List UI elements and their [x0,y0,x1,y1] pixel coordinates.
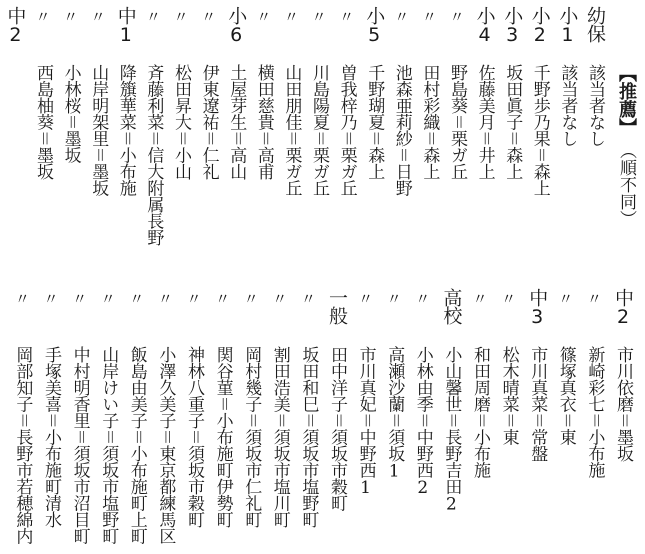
entry-column [11,288,33,544]
name-school-entry: 市川真菜＝常盤 [527,346,548,462]
entry-column [40,288,62,528]
entry-column [280,6,302,196]
grade-label: 中1 [114,6,137,45]
entry-column [183,288,205,528]
entry-column [126,288,148,544]
entry-column [555,288,577,445]
entry-column [501,6,523,180]
name-school-entry: 小山馨世＝長野吉田2 [441,346,462,514]
entry-column [4,6,26,64]
entry-column [198,6,220,180]
grade-label: 小4 [473,6,496,45]
name-school-entry: 新崎彩七＝小布施 [584,346,605,478]
entry-column [583,288,605,478]
ditto-mark: 〃 [201,8,217,26]
name-school-entry: 曽我梓乃＝栗ガ丘 [336,64,357,196]
bottom-section [0,288,645,550]
entry-column [556,6,578,147]
grade-label: 幼保 [584,6,606,42]
entry-column [142,6,164,246]
entry-column [308,6,330,196]
entry-column [297,288,319,528]
name-school-entry: 伊東遼祐＝仁礼 [198,64,219,180]
entry-column [240,288,262,528]
name-school-entry: 該当者なし [585,64,605,147]
name-school-entry: 中村明香里＝須坂市沼目町 [69,346,90,544]
entry-column [391,6,413,196]
entry-column [225,6,247,180]
grade-label: 一般 [326,288,348,324]
entry-column [498,288,520,445]
grade-label: 小2 [528,6,551,45]
entry-column [69,288,91,544]
entry-column [326,288,348,511]
entry-column [32,6,54,180]
grade-label: 小3 [501,6,524,45]
name-school-entry: 土屋芽生＝高山 [226,64,247,180]
entry-column [383,288,405,481]
name-school-entry: 高瀬沙蘭＝須坂1 [384,346,405,481]
grade-label: 高校 [440,288,463,324]
grade-label: 中2 [4,6,27,45]
ditto-mark: 〃 [501,290,517,308]
entry-column [336,6,358,196]
ditto-mark: 〃 [157,290,173,308]
ditto-mark: 〃 [186,290,202,308]
ditto-mark: 〃 [63,8,79,26]
entry-column [529,6,551,196]
ditto-mark: 〃 [129,290,145,308]
ditto-mark: 〃 [339,8,355,26]
grade-label: 中3 [526,288,549,327]
ditto-mark: 〃 [145,8,161,26]
name-school-entry: 関谷菫＝小布施町伊勢町 [212,346,233,528]
ditto-mark: 〃 [100,290,116,308]
name-school-entry: 田中洋子＝須坂市穀町 [327,346,347,511]
ditto-mark: 〃 [43,290,59,308]
top-section [0,6,645,274]
entry-column [412,288,434,498]
grade-label: 小6 [225,6,248,45]
ditto-mark: 〃 [586,290,602,308]
ditto-mark: 〃 [283,8,299,26]
name-school-entry: 池森亜莉紗＝日野 [391,64,412,196]
name-school-entry: 手塚美喜＝小布施町清水 [41,346,61,528]
name-school-entry: 小林桜＝墨坂 [60,64,81,163]
entry-column [526,288,548,462]
name-school-entry: 飯島由美子＝小布施町上町 [126,346,147,544]
name-school-entry: 篠塚真衣＝東 [555,346,576,445]
entry-column [440,288,462,514]
entry-column [469,288,491,478]
ditto-mark: 〃 [300,290,316,308]
name-school-entry: 和田周磨＝小布施 [470,346,490,478]
entry-column [87,6,109,196]
name-school-entry: 割田浩美＝須坂市塩川町 [269,346,290,528]
entry-column [474,6,496,180]
ditto-mark: 〃 [14,290,30,308]
name-school-entry: 坂田和巳＝須坂市塩野町 [298,346,319,528]
name-school-entry: 市川真妃＝中野西1 [355,346,376,498]
entry-column [60,6,82,163]
name-school-entry: 小林由季＝中野西2 [412,346,433,498]
name-school-entry: 降籏華菜＝小布施 [115,64,136,196]
name-school-entry: 山岸けい子＝須坂市塩野町 [98,346,119,544]
entry-column [170,6,192,180]
name-school-entry: 山岸明架里＝墨坂 [88,64,109,196]
entry-column [212,288,234,528]
name-school-entry: 斉藤利菜＝信大附属長野 [143,64,164,246]
entry-column [612,288,634,462]
name-school-entry: 横田慈貴＝高甫 [253,64,274,180]
ditto-mark: 〃 [558,290,574,308]
ditto-mark: 〃 [256,8,272,26]
ditto-mark: 〃 [311,8,327,26]
grade-label: 中2 [612,288,634,327]
name-school-entry: 岡部知子＝長野市若穂綿内 [12,346,33,544]
name-school-entry: 山田朋佳＝栗ガ丘 [281,64,302,196]
entry-column [97,288,119,544]
name-school-entry: 該当者なし [557,64,578,147]
ditto-mark: 〃 [449,8,465,26]
ditto-mark: 〃 [415,290,431,308]
ditto-mark: 〃 [421,8,437,26]
name-school-entry: 岡村幾子＝須坂市仁礼町 [241,346,262,528]
name-school-entry: 千野歩乃果＝森上 [529,64,550,196]
entry-column [418,6,440,180]
heading-column [614,6,638,227]
ditto-mark: 〃 [386,290,402,308]
grade-label: 小1 [556,6,579,45]
entry-column [446,6,468,180]
ditto-mark: 〃 [35,8,51,26]
name-school-entry: 松木晴菜＝東 [498,346,519,445]
name-school-entry: 松田昇大＝小山 [171,64,191,180]
ditto-mark: 〃 [215,290,231,308]
ditto-mark: 〃 [173,8,189,26]
name-school-entry: 市川依磨＝墨坂 [613,346,633,462]
ditto-mark: 〃 [90,8,106,26]
entry-column [253,6,275,180]
grade-label: 小5 [363,6,386,45]
entry-column [355,288,377,498]
ditto-mark: 〃 [272,290,288,308]
name-school-entry: 坂田眞子＝森上 [502,64,523,180]
entry-column [363,6,385,180]
entry-column [115,6,137,196]
entry-column [584,6,606,147]
ditto-mark: 〃 [394,8,410,26]
entry-column [154,288,176,544]
name-school-entry: 佐藤美月＝井上 [474,64,495,180]
name-school-entry: 西島柚葵＝墨坂 [33,64,53,180]
name-school-entry: 神林八重子＝須坂市穀町 [184,346,204,528]
heading-label: 【推薦】 [616,64,637,136]
heading-note: （順不同） [616,142,636,227]
ditto-mark: 〃 [472,290,488,308]
name-school-entry: 千野瑚夏＝森上 [364,64,385,180]
name-school-entry: 川島陽夏＝栗ガ丘 [309,64,329,196]
ditto-mark: 〃 [358,290,374,308]
name-school-entry: 小澤久美子＝東京都練馬区 [155,346,176,544]
name-school-entry: 田村彩織＝森上 [419,64,440,180]
entry-column [269,288,291,528]
ditto-mark: 〃 [72,290,88,308]
name-school-entry: 野島葵＝栗ガ丘 [447,64,467,180]
ditto-mark: 〃 [243,290,259,308]
